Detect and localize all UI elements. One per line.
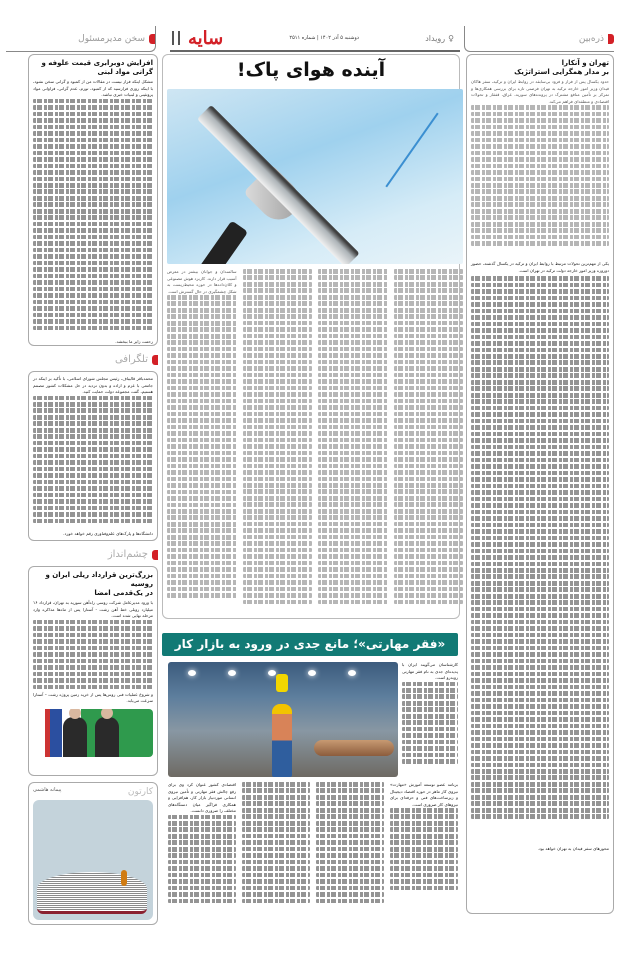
right-article-lead: حدود یکسال پس از فراز و فرود بی‌سابقه در روابط ایران و ترکیه، سفر هاکان فیدان وزیر امور خارجه ترکیه به تهران فرصتی تازه برای بررسی همکاری‌ها و تمرکز بر تأمین منافع مشترک در پرونده‌های سوریه، عراق، قفقاز و تحولات اقتصادی و منطقه‌ای فراهم می‌کند. bbox=[471, 79, 609, 104]
perspective-box bbox=[28, 566, 158, 776]
skills-article-side bbox=[402, 662, 458, 777]
skills-article-columns bbox=[168, 782, 458, 912]
perspective-title-line-1: بزرگ‌ترین قرارداد ریلی ایران و روسیه bbox=[45, 571, 153, 589]
perspective-body: با ورود مدیرعامل شرکت روسی راه‌آهن سوریه به تهران، قرارداد ۱۶ میلیارد روبلی خط آهن رشت - آستارا پس از ماه‌ها مذاکره وارد مرحله نهایی شده است. bbox=[33, 600, 153, 619]
section-label-zarrebin: ذره‌بین bbox=[578, 33, 604, 44]
editorial-title: افزایش دوبرابری قیمت علوفه و گرانی مواد لبنی bbox=[41, 59, 153, 77]
date-issue: دوشنبه ۵ آذر ۱۴۰۲ | شماره ۲۵۱۱ bbox=[289, 35, 360, 41]
editorial-filler bbox=[33, 99, 153, 339]
skills-col-3 bbox=[316, 782, 384, 912]
crane-hook bbox=[276, 674, 288, 692]
telegraphic-end: دانشگاه‌ها و پارک‌های علم‌وفناوری رقم خواهد خورد. bbox=[63, 530, 153, 536]
worker-figure bbox=[272, 704, 292, 777]
section-flag-icon bbox=[152, 550, 158, 560]
squeegee-handle bbox=[186, 220, 248, 264]
skills-article-lead: کارشناسان می‌گویند ایران با پدیده‌ای جدی به نام فقر مهارتی روبه‌رو است. bbox=[402, 662, 458, 680]
left-column bbox=[28, 54, 158, 925]
telegraphic-header bbox=[28, 354, 158, 365]
right-article-body bbox=[471, 276, 609, 846]
perspective-label: چشم‌انداز bbox=[107, 549, 148, 560]
skills-article-headline: «فقر مهارتی»؛ مانع جدی در ورود به بازار کار bbox=[162, 633, 458, 656]
ceiling-light bbox=[268, 670, 276, 676]
title-line-2: بر مدار همگرایی استراتژیک bbox=[514, 68, 609, 77]
masthead bbox=[170, 26, 460, 52]
skills-col-1 bbox=[168, 782, 236, 912]
logo-bars-icon bbox=[172, 31, 180, 45]
telegraphic-box bbox=[28, 371, 158, 541]
header-right-section bbox=[464, 26, 614, 52]
editorial-body: مشکل اینکه فراز نیست در مقالات من از کمبود و گرانی سخن نشود، با اینکه روزی فرارسید که از کمبود، تورم، عدم گرانی، فراوانی مواد پروتئینی و لبنیات خبری نباشد. bbox=[33, 79, 153, 98]
small-figure bbox=[121, 870, 127, 886]
ceiling-light bbox=[188, 670, 196, 676]
perspective-filler bbox=[33, 620, 153, 692]
person-right bbox=[95, 717, 119, 757]
main-col-3 bbox=[318, 269, 388, 615]
section-label-editorial: سخن مدیرمسئول bbox=[78, 33, 145, 44]
editorial-box bbox=[28, 54, 158, 346]
iran-russia-photo bbox=[33, 709, 153, 757]
newspaper-logo: سایه bbox=[188, 27, 224, 49]
right-article-closing: محورهای سفر فیدان به تهران خواهد بود. bbox=[537, 846, 609, 852]
open-book bbox=[37, 872, 147, 914]
section-flag-icon bbox=[149, 34, 155, 44]
steel-pipe bbox=[314, 740, 394, 756]
perspective-title bbox=[33, 571, 153, 598]
main-col-1 bbox=[167, 269, 237, 615]
main-article-columns bbox=[167, 269, 463, 615]
perspective-header bbox=[28, 549, 158, 560]
title-line-1: تهران و آنکارا bbox=[561, 59, 609, 67]
telegraphic-body: محمدباقر قالیباف، رئیس مجلس شورای اسلامی، با تأکید بر اینکه در جامعی با عزم و اراده و بدون تردید در حل مشکلات کشور مصمم هستیم، گفت مجموعه دولت حمایت کنید. bbox=[33, 376, 153, 394]
water-streak bbox=[385, 113, 438, 188]
main-article-frame bbox=[162, 54, 460, 619]
cartoon-header bbox=[33, 787, 153, 797]
section-flag-icon bbox=[152, 355, 158, 365]
person-left bbox=[63, 717, 87, 757]
ceiling-light bbox=[308, 670, 316, 676]
cartoon-label: کارتون bbox=[127, 787, 153, 797]
telegraphic-filler bbox=[33, 396, 153, 531]
event-tag bbox=[425, 34, 454, 43]
skills-article-closing: برنامه عضو توسعه آموزش «مهارت» نیروی کار ماهر در حوزه اقتصاد دیجیتال و زیرساخت‌های فنی و حرفه‌ای برای نیروهای کار ضروری است. bbox=[390, 782, 458, 807]
right-article-filler bbox=[471, 105, 609, 255]
lightbulb-icon: ♀ bbox=[448, 33, 454, 43]
perspective-end: و شروع عملیات فنی روس‌ها پس از خرید زمین پروژه رشت – آستارا سرعت می‌یابد. bbox=[33, 691, 153, 704]
skills-col-4 bbox=[390, 782, 458, 912]
skills-article-body: اقتصادی کشور عنوان کرد وی برای رفع چالش فقر مهارتی و تأمین نیروی انسانی موردنیاز بازار کار، هم‌افزایی و همکاری فراگیر میان دستگاه‌های مختلف را ضروری دانست. bbox=[168, 782, 236, 813]
factory-worker-image bbox=[168, 662, 398, 777]
main-col-4 bbox=[394, 269, 464, 615]
right-column-article bbox=[466, 54, 614, 914]
main-column bbox=[162, 54, 460, 619]
cartoon-image bbox=[33, 800, 153, 920]
section-flag-icon bbox=[608, 34, 614, 44]
right-article-title bbox=[471, 59, 609, 77]
header-left-section bbox=[6, 26, 156, 52]
editorial-end: رحمت زایر ما ببخشد. bbox=[115, 338, 153, 344]
main-article-intro: سالمندان و جوانان بیشتر در معرض آسیب قرار دارند. کاربرد هوش مصنوعی و کلان‌داده‌ها در حوزه محیط‌زیست به شکل چشمگیری در حال گسترش است. bbox=[167, 269, 237, 294]
perspective-title-line-2: در یک‌قدمی امضا bbox=[94, 589, 153, 598]
main-col-2 bbox=[243, 269, 313, 615]
ceiling-light bbox=[228, 670, 236, 676]
skills-col-2 bbox=[242, 782, 310, 912]
cartoon-box bbox=[28, 782, 158, 925]
main-headline: آینده هوای پاک! bbox=[236, 59, 386, 81]
squeegee-image bbox=[167, 89, 463, 264]
right-article-paragraph-2: یکی از مهم‌ترین تحولات مرتبط با روابط ایران و ترکیه در یکسال گذشته، حضور دوروزه وزیر امور خارجه دولت ترکیه در تهران است. bbox=[471, 261, 609, 273]
telegraphic-label: تلگرافی bbox=[114, 354, 148, 365]
event-label: رویداد bbox=[425, 33, 446, 43]
cartoon-credit: پیمانه هاشمی bbox=[33, 787, 62, 793]
ceiling-light bbox=[348, 670, 356, 676]
